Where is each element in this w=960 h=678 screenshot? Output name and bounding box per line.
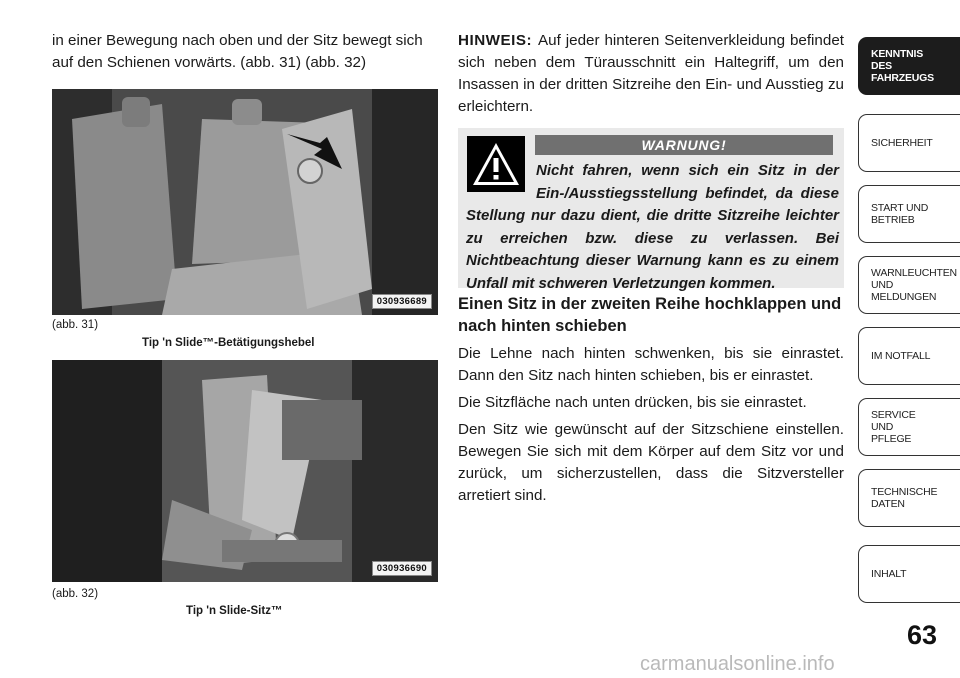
figure-31-caption: Tip 'n Slide™-Betätigungshebel xyxy=(142,337,315,349)
figure-31-ref: (abb. 31) xyxy=(52,319,99,331)
tab-warnleuchten[interactable]: WARNLEUCHTEN UND MELDUNGEN xyxy=(858,256,960,314)
hinweis-text: Auf jeder hinteren Seitenverkleidung befindet sich neben dem Türausschnitt ein Haltegriff, um den Insassen in der dritten Sitzreihe den Ein- und Ausstieg zu erleichtern. xyxy=(458,32,844,115)
figure-31-code: 030936689 xyxy=(372,294,432,309)
intro-paragraph: in einer Bewegung nach oben und der Sitz bewegt sich auf den Schienen vorwärts. (abb. 31) (abb. 32) xyxy=(52,32,423,71)
rear-seats-illustration xyxy=(52,89,438,315)
warning-title: WARNUNG! xyxy=(535,135,833,155)
tab-technische-daten[interactable]: TECHNISCHE DATEN xyxy=(858,469,960,527)
figure-32-ref: (abb. 32) xyxy=(52,588,99,600)
paragraph-3: Den Sitz wie gewünscht auf der Sitzschiene einstellen. Bewegen Sie sich mit dem Körper auf dem Sitz vor und zurück, um sicherzustellen, dass die Sitzversteller arretiert sind. xyxy=(458,421,844,504)
watermark: carmanualsonline.info xyxy=(640,653,835,675)
tab-service-und-pflege[interactable]: SERVICE UND PFLEGE xyxy=(858,398,960,456)
paragraph-2: Die Sitzfläche nach unten drücken, bis sie einrastet. xyxy=(458,394,807,411)
folded-seat-illustration xyxy=(52,360,438,582)
figure-31-photo xyxy=(52,89,438,315)
figure-32-caption: Tip 'n Slide-Sitz™ xyxy=(186,605,283,617)
hinweis-label: HINWEIS: xyxy=(458,32,533,49)
tab-im-notfall[interactable]: IM NOTFALL xyxy=(858,327,960,385)
warning-text-block xyxy=(466,160,839,295)
figure-32-code: 030936690 xyxy=(372,561,432,576)
tab-sicherheit[interactable]: SICHERHEIT xyxy=(858,114,960,172)
figure-32-photo xyxy=(52,360,438,582)
section-heading: Einen Sitz in der zweiten Reihe hochklappen und nach hinten schieben xyxy=(458,295,842,335)
page-number: 63 xyxy=(906,620,938,650)
hinweis-note xyxy=(458,30,844,118)
paragraph-1: Die Lehne nach hinten schwenken, bis sie einrastet. Dann den Sitz nach hinten schieben, bis er einrastet. xyxy=(458,345,844,384)
warning-text: Nicht fahren, wenn sich ein Sitz in der Ein-/Ausstiegsstellung befindet, da diese Stellung nur dazu dient, die dritte Sitzreihe leichter zu erreichen bzw. diese zu verlassen. Bei Nichtbeachtung dieser Warnung kann es zu einem Unfall mit schweren Verletzungen kommen. xyxy=(466,162,839,292)
tab-start-und-betrieb[interactable]: START UND BETRIEB xyxy=(858,185,960,243)
tab-inhalt[interactable]: INHALT xyxy=(858,545,960,603)
tab-kenntnis-des-fahrzeugs[interactable]: KENNTNIS DES FAHRZEUGS xyxy=(858,37,960,95)
